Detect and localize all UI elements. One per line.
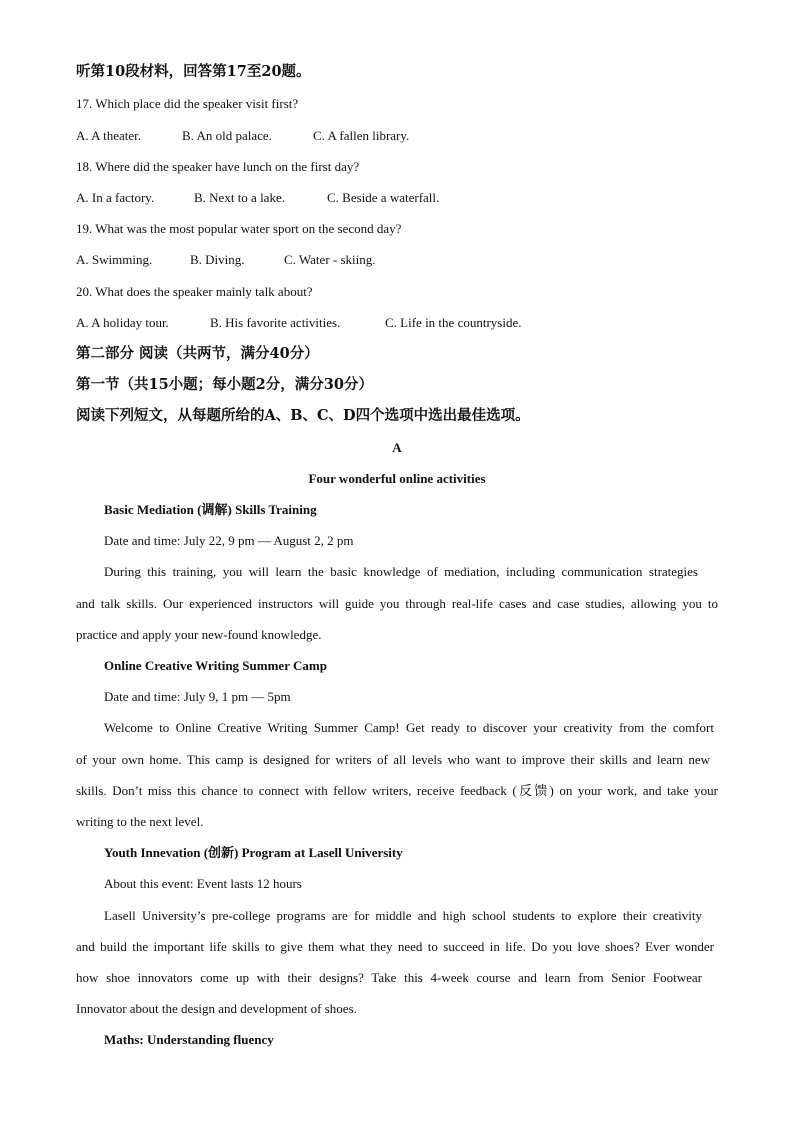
option-c: C. Life in the countryside. (385, 315, 522, 330)
paragraph-line: and talk skills. Our experienced instructors will guide you through real-life cases and case studies, allowing you to (76, 596, 718, 611)
paragraph-line: Innovator about the design and development of shoes. (76, 1001, 357, 1016)
section-intro: 听第10段材料，回答第17至20题。 (76, 63, 311, 80)
paragraph-line: Lasell University’s pre-college programs are for middle and high school students to explore their creativity (104, 908, 702, 923)
activity-heading: Online Creative Writing Summer Camp (104, 658, 327, 673)
option-a: A. A theater. (76, 128, 141, 143)
part2-title: 第二部分 阅读（共两节，满分40分） (76, 345, 319, 362)
activity-heading: Maths: Understanding fluency (104, 1032, 274, 1047)
paragraph-line: of your own home. This camp is designed for writers of all levels who want to improve their skills and learn new (76, 752, 710, 767)
passage-letter: A (392, 440, 402, 455)
option-a: A. Swimming. (76, 252, 153, 267)
paragraph-line: skills. Don’t miss this chance to connect with fellow writers, receive feedback (反馈) on your work, and take your (76, 783, 719, 798)
paragraph-line: Welcome to Online Creative Writing Summer Camp! Get ready to discover your creativity from the comfort (104, 720, 714, 735)
option-c: C. A fallen library. (313, 128, 410, 143)
paragraph-line: how shoe innovators come up with their designs? Take this 4-week course and learn from Senior Footwear (76, 970, 702, 985)
option-b: B. Diving. (190, 252, 245, 267)
activity-date: Date and time: July 9, 1 pm — 5pm (104, 689, 291, 704)
option-b: B. His favorite activities. (210, 315, 341, 330)
question-18: 18. Where did the speaker have lunch on the first day? (76, 159, 360, 174)
option-c: C. Water - skiing. (284, 252, 376, 267)
activity-date: Date and time: July 22, 9 pm — August 2, 2 pm (104, 533, 354, 548)
question-20: 20. What does the speaker mainly talk about? (76, 284, 313, 299)
question-19: 19. What was the most popular water sport on the second day? (76, 221, 402, 236)
paragraph-line: practice and apply your new-found knowledge. (76, 627, 322, 642)
option-a: A. In a factory. (76, 190, 155, 205)
option-b: B. Next to a lake. (194, 190, 285, 205)
reading-instructions: 阅读下列短文，从每题所给的A、B、C、D四个选项中选出最佳选项。 (76, 407, 530, 424)
option-c: C. Beside a waterfall. (327, 190, 440, 205)
activity-date: About this event: Event lasts 12 hours (104, 876, 302, 891)
option-b: B. An old palace. (182, 128, 272, 143)
question-17: 17. Which place did the speaker visit first? (76, 96, 299, 111)
activity-heading: Basic Mediation (调解) Skills Training (104, 502, 317, 517)
paragraph-line: writing to the next level. (76, 814, 204, 829)
option-a: A. A holiday tour. (76, 315, 169, 330)
passage-title: Four wonderful online activities (308, 471, 486, 486)
paragraph-line: and build the important life skills to give them what they need to succeed in life. Do you love shoes? Ever wonder (76, 939, 714, 954)
activity-heading: Youth Innevation (创新) Program at Lasell University (104, 845, 403, 860)
section1-title: 第一节（共15小题；每小题2分，满分30分） (76, 376, 373, 393)
paragraph-line: During this training, you will learn the basic knowledge of mediation, including communication strategies (104, 564, 698, 579)
